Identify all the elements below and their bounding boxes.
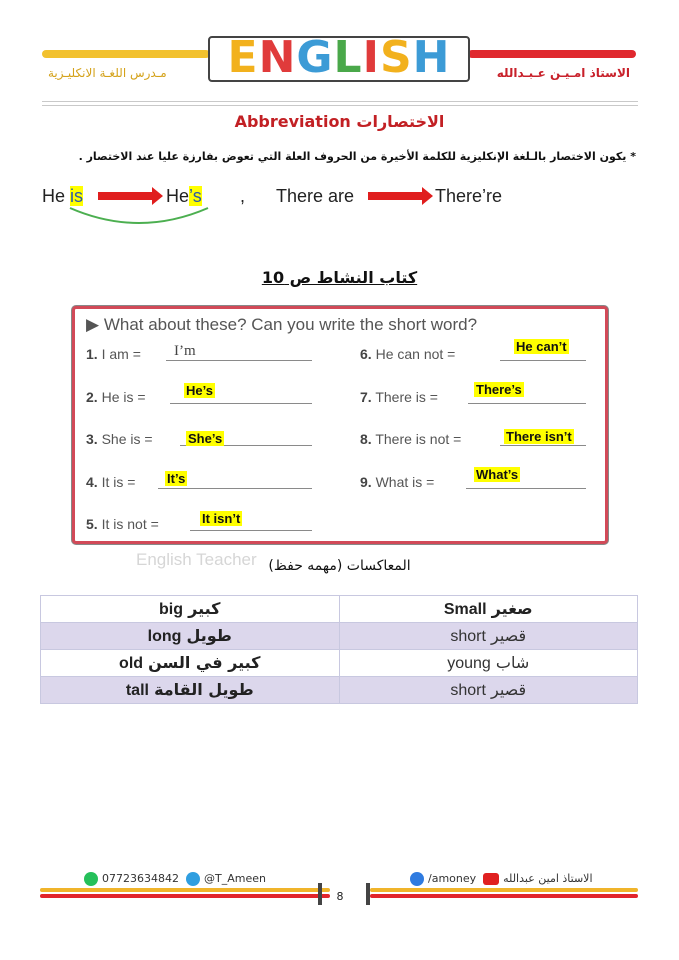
item-number: 5.	[86, 516, 98, 532]
logo-letter: G	[296, 32, 334, 83]
teacher-name: الاستاذ امـيـن عـبـدالله	[496, 66, 630, 80]
answer-line	[158, 488, 312, 489]
title-ar: الاختصارات	[356, 112, 445, 131]
opposites-table	[40, 595, 638, 704]
table-cell	[41, 677, 340, 704]
example-text: He	[166, 186, 190, 206]
logo-letter: S	[379, 32, 413, 83]
answer-line	[500, 445, 586, 446]
answer-line	[468, 403, 586, 404]
item-number: 1.	[86, 346, 98, 362]
arrow-icon	[368, 192, 423, 200]
answer: It isn’t	[202, 511, 241, 526]
exercise-item	[86, 431, 153, 447]
cell-en: young	[447, 655, 491, 672]
header-red-bar	[468, 50, 636, 58]
answer-line	[166, 360, 312, 361]
example-text: He	[42, 186, 71, 206]
exercise-item	[86, 516, 159, 532]
answer: I’m	[174, 343, 196, 359]
answer-line	[190, 530, 312, 531]
item-prompt: There is not =	[375, 431, 462, 447]
cell-en: short	[450, 682, 486, 699]
teacher-subtitle: مـدرس اللغـة الانكليـزية	[48, 66, 167, 80]
answer: What’s	[476, 467, 519, 482]
table-row	[41, 623, 638, 650]
cell-en: big	[159, 601, 184, 618]
youtube-text: الاستاذ امين عبدالله	[503, 872, 593, 885]
logo-letter: H	[412, 32, 451, 83]
exercise-item	[360, 474, 434, 490]
table-cell	[339, 650, 638, 677]
logo-letter: L	[333, 32, 363, 83]
title-en: Abbreviation	[234, 112, 351, 131]
item-prompt: It is =	[101, 474, 136, 490]
activity-title: كتاب النشاط ص 10	[261, 268, 418, 287]
phone-text: 07723634842	[102, 872, 179, 885]
example-highlight: ’s	[189, 186, 202, 206]
answer: There isn’t	[506, 429, 572, 444]
page-number: 8	[336, 890, 344, 903]
example-highlight: is	[70, 186, 84, 206]
english-logo	[208, 33, 470, 83]
footer-social	[410, 872, 593, 886]
divider	[42, 105, 638, 106]
table-row	[41, 650, 638, 677]
answer: There’s	[476, 382, 522, 397]
example-there-are: There are	[276, 186, 355, 206]
item-number: 6.	[360, 346, 372, 362]
section-title	[0, 112, 679, 131]
telegram-icon	[186, 872, 200, 886]
facebook-icon	[410, 872, 424, 886]
play-icon: ▶	[86, 315, 100, 334]
question-text: What about these? Can you write the short word?	[103, 315, 478, 334]
item-prompt: What is =	[375, 474, 435, 490]
logo-letter: I	[362, 32, 380, 83]
exercise-item	[360, 431, 461, 447]
item-number: 7.	[360, 389, 372, 405]
cell-ar: قصير	[490, 680, 527, 699]
header-yellow-bar	[42, 50, 210, 58]
table-cell	[41, 596, 340, 623]
table-cell	[41, 650, 340, 677]
item-number: 9.	[360, 474, 372, 490]
arrow-icon	[98, 192, 153, 200]
item-number: 2.	[86, 389, 98, 405]
answer: It’s	[167, 471, 186, 486]
item-number: 8.	[360, 431, 372, 447]
logo-letter: N	[258, 32, 297, 83]
cell-en: long	[147, 628, 182, 645]
youtube-icon	[483, 873, 499, 885]
example-separator: ,	[240, 186, 246, 206]
answer: He’s	[186, 383, 213, 398]
footer-tick	[366, 883, 370, 905]
watermark: English Teacher	[136, 550, 257, 569]
item-prompt: There is =	[375, 389, 438, 405]
footer-tick	[318, 883, 322, 905]
cell-en: Small	[443, 601, 487, 618]
item-prompt: He is =	[101, 389, 146, 405]
table-row	[41, 596, 638, 623]
opposites-title: المعاكسات (مهمه حفظ)	[268, 558, 411, 574]
facebook-text: /amoney	[428, 872, 477, 885]
table-row	[41, 677, 638, 704]
item-prompt: She is =	[101, 431, 153, 447]
exercise-item	[86, 474, 135, 490]
telegram-text: @T_Ameen	[203, 872, 266, 885]
table-cell	[339, 596, 638, 623]
divider	[42, 101, 638, 102]
exercise-item	[360, 389, 438, 405]
footer-bar	[370, 888, 638, 892]
whatsapp-icon	[84, 872, 98, 886]
item-prompt: He can not =	[375, 346, 456, 362]
item-number: 4.	[86, 474, 98, 490]
table-cell	[41, 623, 340, 650]
cell-ar: كبير في السن	[148, 653, 261, 672]
answer-line	[500, 360, 586, 361]
footer-bar	[40, 894, 330, 898]
footer-contacts	[84, 872, 266, 886]
logo-letter: E	[227, 32, 259, 83]
answer: She’s	[188, 431, 223, 446]
footer-bar	[370, 894, 638, 898]
exercise-item	[86, 346, 141, 362]
item-prompt: I am =	[101, 346, 141, 362]
cell-ar: شاب	[495, 653, 530, 672]
curve-icon	[64, 204, 214, 230]
cell-en: old	[119, 655, 144, 672]
item-prompt: It is not =	[101, 516, 159, 532]
item-number: 3.	[86, 431, 98, 447]
exercise-question	[86, 315, 477, 335]
footer-bar	[40, 888, 330, 892]
example-therere: There’re	[435, 186, 503, 206]
cell-ar: قصير	[490, 626, 527, 645]
answer: He can’t	[516, 339, 567, 354]
cell-ar: طويل	[186, 626, 232, 645]
exercise-item	[86, 389, 146, 405]
table-cell	[339, 623, 638, 650]
rule-note: * يكون الاختصار بالـلغة الإنكليزية للكلمة الأخيرة من الحروف العلة التي تعوض بفارزة عليا عند الاختصار .	[78, 150, 636, 163]
answer-line	[170, 403, 312, 404]
cell-en: tall	[125, 682, 149, 699]
exercise-item	[360, 346, 455, 362]
cell-ar: طويل القامة	[154, 680, 254, 699]
cell-en: short	[450, 628, 486, 645]
cell-ar: كبير	[188, 599, 221, 618]
cell-ar: صغير	[491, 599, 533, 618]
table-cell	[339, 677, 638, 704]
answer-line	[466, 488, 586, 489]
